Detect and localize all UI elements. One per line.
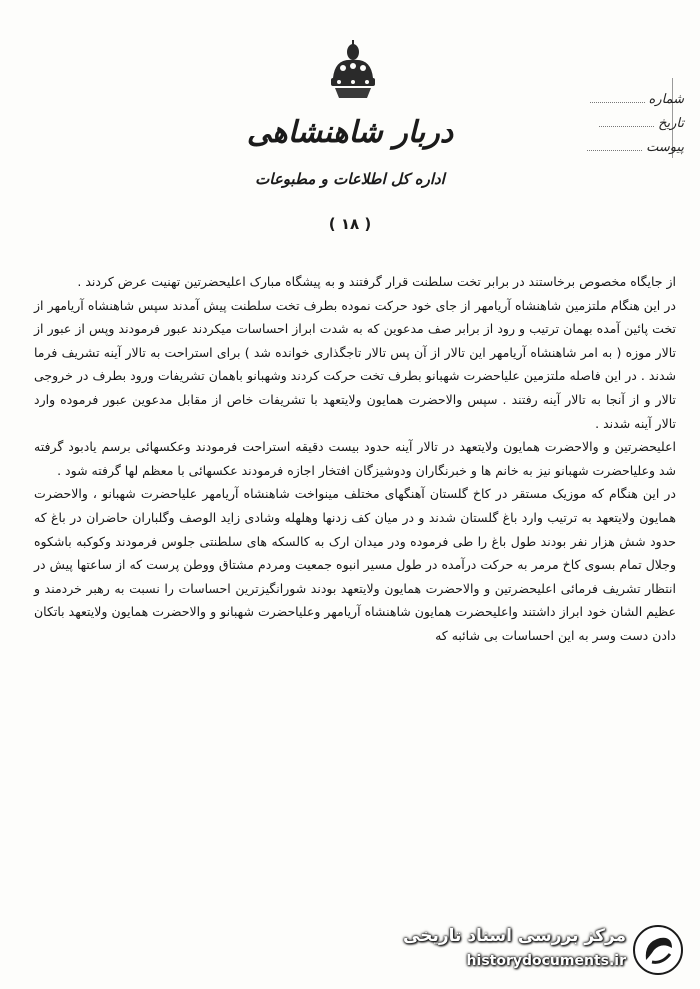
department-title: اداره کل اطلاعات و مطبوعات <box>255 170 445 188</box>
pahlavi-crown-icon <box>325 38 381 104</box>
paragraph: در این هنگام که موزیک مستقر در کاخ گلستان آهنگهای مختلف مینواخت شاهنشاه آریامهر علیاحضرت شهبانو ، والاحضرت همایون ولایتعهد به ترتیب وارد باغ گلستان شدند و در میان کف زدنها وهلهله وشادی زاید الوصف وگلباران حاضران در باغ که حدود شش هزار نفر بودند طول باغ را طی فرموده ودر میدان ارک به کالسکه های سلطنتی جلوس فرمودند وکوکبه باشکوه وجلال تمام بسوی کاخ مرمر به حرکت درآمده در طول مسیر انبوه جمعیت ومردم مشتاق ووطن پرست که از ساعتها پیش در انتظار تشریف فرمائی اعلیحضرتین و والاحضرت همایون ولایتعهد بودند شورانگیزترین احساسات را نسبت به رهبر خردمند و عظیم الشان خود ابراز داشتند واعلیحضرت همایون شاهنشاه آریامهر وعلیاحضرت شهبانو و والاحضرت همایون ولایتعهد باتکان دادن دست وسر به این احساسات بی شائبه که <box>34 486 676 643</box>
number-field <box>590 92 684 107</box>
attachment-field <box>587 140 684 155</box>
page-number: ( ۱۸ ) <box>328 215 372 233</box>
paragraph: در این هنگام ملتزمین شاهنشاه آریامهر از جای خود حرکت نموده بطرف تخت سلطنت پیش آمدند سپس شاهنشاه آریامهر از تخت پائین آمده بهمان ترتیب و رود از برابر صف مدعوین که به شدت ابراز احساسات میکردند عبور فرمودند وپس از عبور از تالار موزه ( به امر شاهنشاه آریامهر این تالار از آن پس تالار تاجگذاری خوانده شد ) برای استراحت به تالار آینه تشریف فرما شدند . در این فاصله ملتزمین علیاحضرت شهبانو بطرف تخت حرکت کردند وشهبانو باهمان تشریفات ورود بطرف در خروجی تالار و از آنجا به تالار آینه رفتند . سپس والاحضرت همایون ولایتعهد با تشریفات خاص از مقابل مدعوین عبور فرموده وارد تالار آینه شدند . <box>34 297 676 431</box>
number-label: شماره <box>648 92 684 107</box>
date-label: تاریخ <box>658 116 684 131</box>
archive-logo-icon <box>632 924 684 976</box>
archive-watermark <box>400 920 692 980</box>
paragraph: اعلیحضرتین و والاحضرت همایون ولایتعهد در تالار آینه حدود بیست دقیقه استراحت فرمودند وعکسهائی برسم یادبود گرفته شد وعلیاحضرت شهبانو نیز به خانم ها و خبرنگاران ودوشیزگان افتخار اجازه فرمودند عکسهائی با معظم لها گرفته شود . <box>34 439 676 478</box>
archive-site: historydocuments.ir <box>466 953 626 969</box>
attachment-label: پیوست <box>646 140 684 155</box>
archive-title: مرکز بررسی اسناد تاریخی <box>403 926 626 946</box>
document-body <box>34 270 676 648</box>
paragraph: از جایگاه مخصوص برخاستند در برابر تخت سلطنت قرار گرفتند و به پیشگاه مبارک اعلیحضرتین تهنیت عرض کردند . <box>77 274 676 289</box>
organization-title: دربار شاهنشاهی <box>246 115 454 150</box>
date-field <box>599 116 684 131</box>
